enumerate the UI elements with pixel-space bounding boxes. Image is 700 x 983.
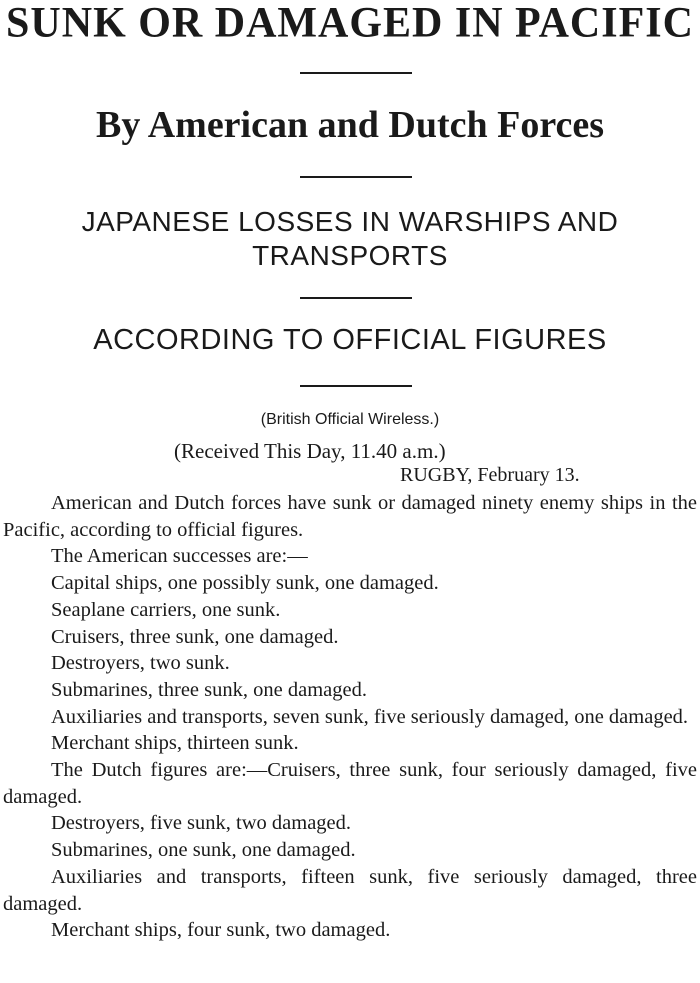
divider-rule	[300, 72, 412, 74]
dateline: RUGBY, February 13.	[400, 464, 580, 486]
divider-rule	[300, 297, 412, 299]
headline-sub: By American and Dutch Forces	[95, 104, 605, 146]
paragraph: American and Dutch forces have sunk or damaged ninety enemy ships in the Pacific, according to official figures.	[3, 492, 697, 541]
paragraph: The American successes are:—	[51, 545, 308, 568]
paragraph: Auxiliaries and transports, fifteen sunk, five seriously damaged, three damaged.	[3, 865, 697, 915]
headline-main: SUNK OR DAMAGED IN PACIFIC	[6, 0, 694, 47]
paragraph: Destroyers, two sunk.	[51, 652, 230, 675]
paragraph: The Dutch figures are:—Cruisers, three sunk, four seriously damaged, five damaged.	[3, 759, 697, 808]
paragraph: Cruisers, three sunk, one damaged.	[51, 625, 339, 648]
paragraph: Submarines, one sunk, one damaged.	[51, 839, 356, 862]
headline-fourth: ACCORDING TO OFFICIAL FIGURES	[93, 324, 607, 356]
article-body	[3, 490, 697, 944]
paragraph: Destroyers, five sunk, two damaged.	[51, 812, 352, 835]
source-line: (British Official Wireless.)	[260, 411, 440, 428]
paragraph: Capital ships, one possibly sunk, one damaged.	[51, 572, 439, 595]
divider-rule	[300, 385, 412, 387]
paragraph: Merchant ships, thirteen sunk.	[51, 732, 299, 755]
paragraph: Submarines, three sunk, one damaged.	[51, 678, 367, 701]
divider-rule	[300, 176, 412, 178]
paragraph: Auxiliaries and transports, seven sunk, five seriously damaged, one damaged.	[51, 705, 689, 728]
paragraph: Seaplane carriers, one sunk.	[51, 598, 281, 621]
paragraph: Merchant ships, four sunk, two damaged.	[51, 919, 391, 942]
received-line: (Received This Day, 11.40 a.m.)	[174, 439, 446, 463]
headline-third: JAPANESE LOSSES IN WARSHIPS AND TRANSPORTS	[81, 206, 619, 271]
